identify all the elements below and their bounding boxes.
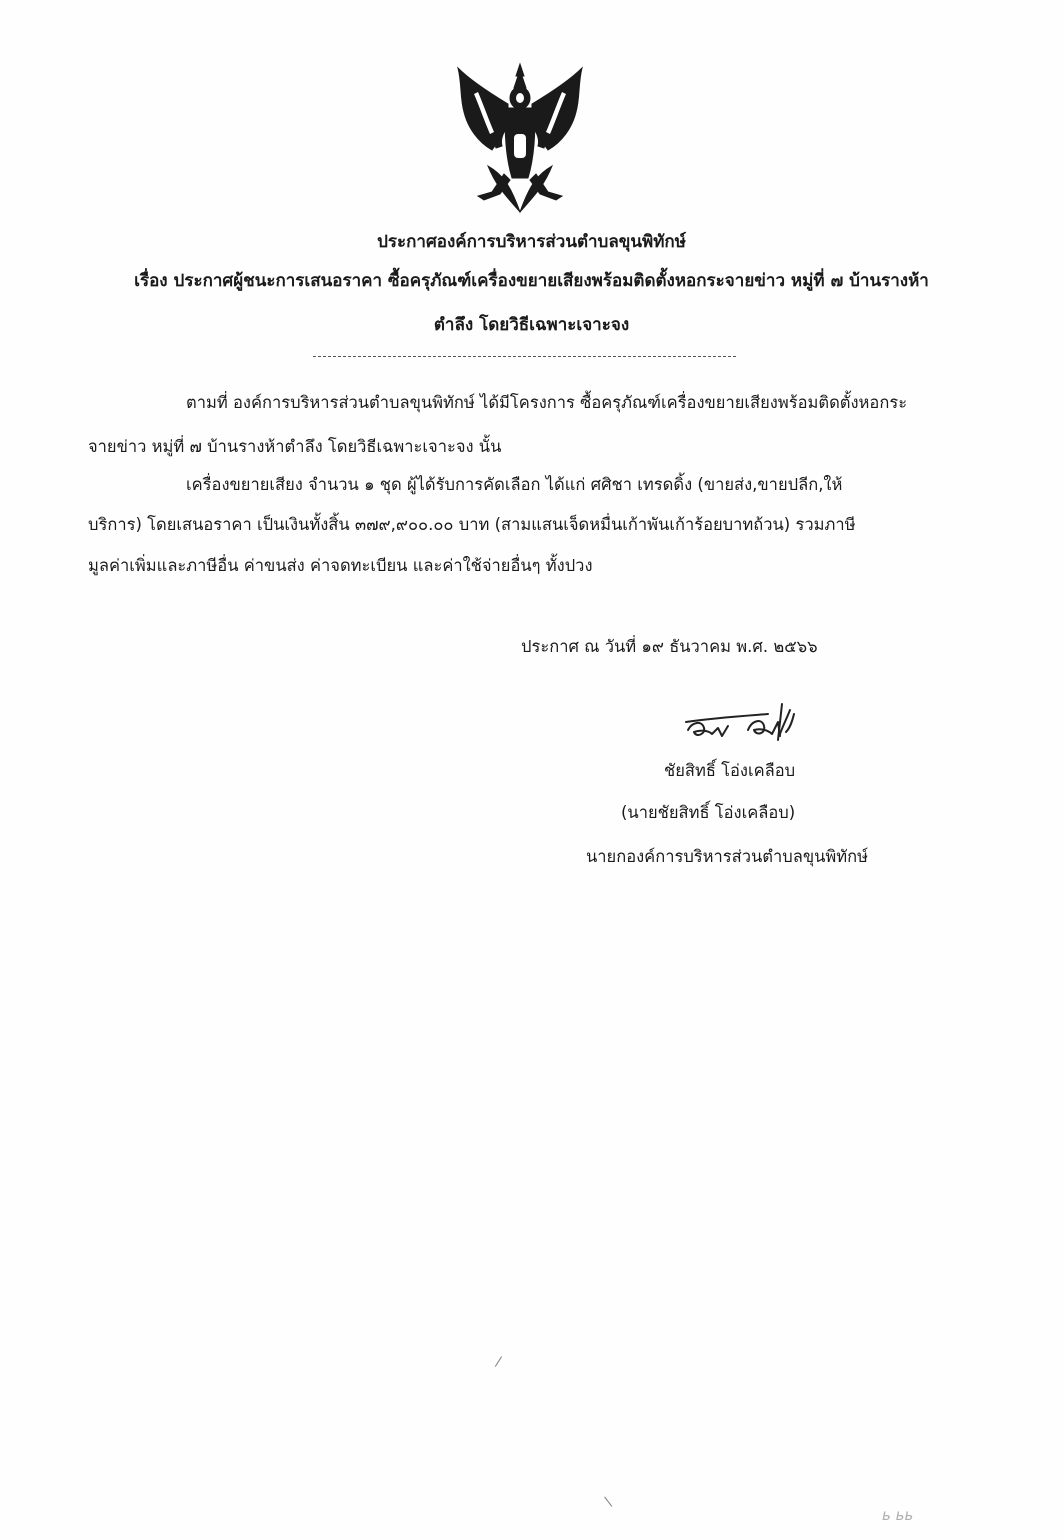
handwritten-signature-icon	[682, 700, 812, 750]
announcement-subject-continued: ตำลึง โดยวิธีเฉพาะเจาะจง	[433, 315, 630, 335]
body-paragraph-1-continued: จายข่าว หมู่ที่ ๗ บ้านรางห้าตำลึง โดยวิธีเฉพาะเจาะจง นั้น	[88, 437, 502, 456]
organization-title: ประกาศองค์การบริหารส่วนตำบลขุนพิทักษ์	[377, 232, 686, 252]
stray-mark: \	[603, 1493, 614, 1511]
stray-mark: /	[494, 1353, 503, 1371]
body-paragraph-2: เครื่องขยายเสียง จำนวน ๑ ชุด ผู้ได้รับการคัดเลือก ได้แก่ ศศิชา เทรดดิ้ง (ขายส่ง,ขายปลีก,ให้	[186, 475, 843, 494]
body-paragraph-2-continued: บริการ) โดยเสนอราคา เป็นเงินทั้งสิ้น ๓๗๙,๙๐๐.๐๐ บาท (สามแสนเจ็ดหมื่นเก้าพันเก้าร้อยบาทถ้วน) รวมภาษี	[88, 515, 856, 534]
signatory-name: ชัยสิทธิ์ โอ่งเคลือบ	[664, 761, 796, 780]
handwritten-page-note: ь ьь	[882, 1506, 914, 1524]
dashed-divider	[313, 356, 736, 357]
signatory-full-name: (นายชัยสิทธิ์ โอ่งเคลือบ)	[621, 803, 796, 822]
signatory-position: นายกองค์การบริหารส่วนตำบลขุนพิทักษ์	[586, 847, 869, 866]
announcement-subject: เรื่อง ประกาศผู้ชนะการเสนอราคา ซื้อครุภัณฑ์เครื่องขยายเสียงพร้อมติดตั้งหอกระจายข่าว หมู่ที่ ๗ บ้านรางห้า	[134, 271, 929, 291]
garuda-emblem-icon	[448, 62, 593, 214]
announcement-date: ประกาศ ณ วันที่ ๑๙ ธันวาคม พ.ศ. ๒๕๖๖	[521, 637, 818, 656]
body-paragraph-1: ตามที่ องค์การบริหารส่วนตำบลขุนพิทักษ์ ได้มีโครงการ ซื้อครุภัณฑ์เครื่องขยายเสียงพร้อมติดตั้งหอกระ	[186, 393, 908, 412]
body-paragraph-2-end: มูลค่าเพิ่มและภาษีอื่น ค่าขนส่ง ค่าจดทะเบียน และค่าใช้จ่ายอื่นๆ ทั้งปวง	[88, 556, 593, 575]
